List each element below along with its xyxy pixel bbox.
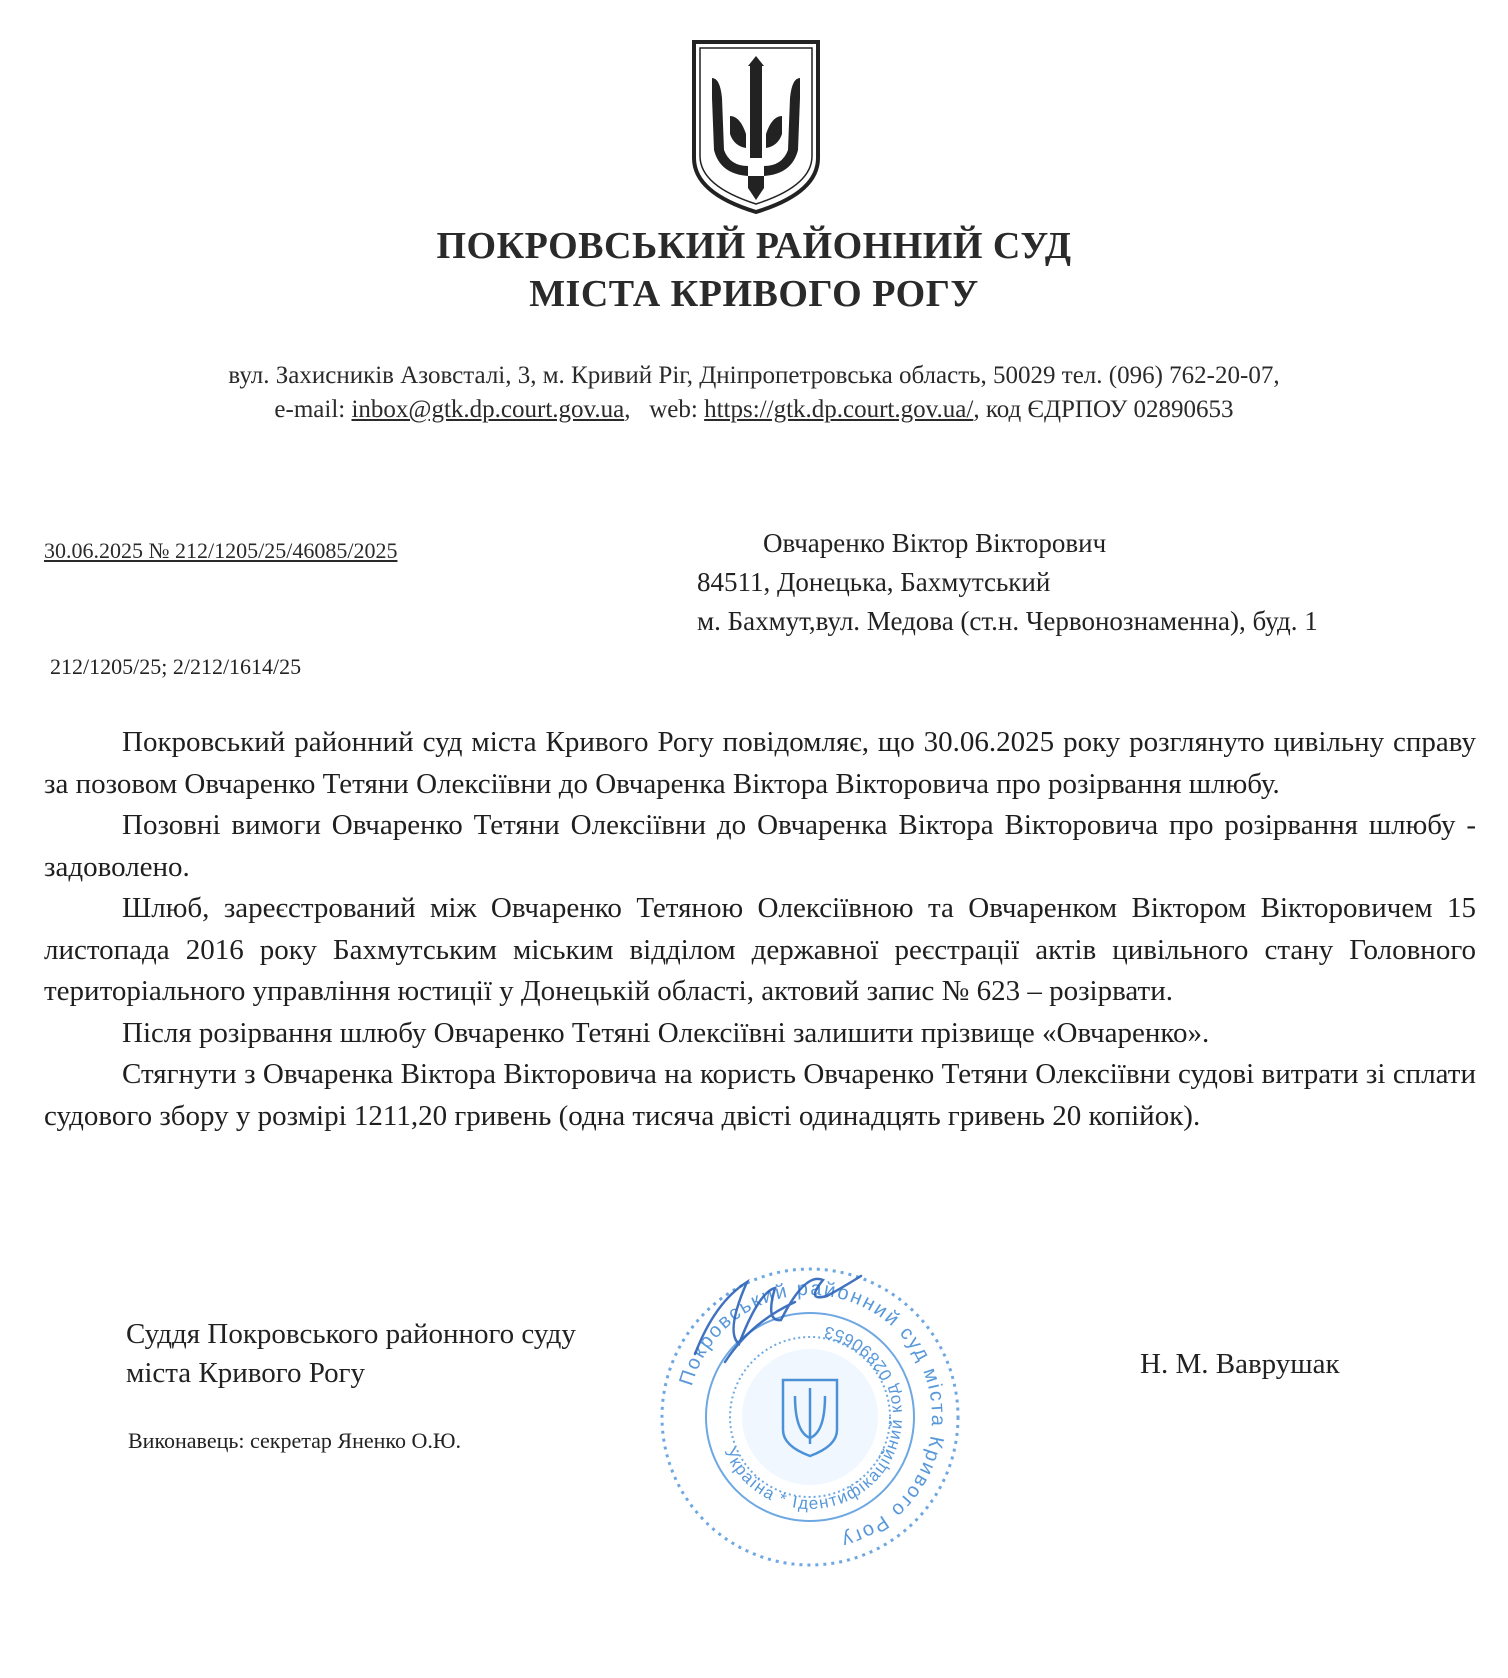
recipient-name: Овчаренко Віктор Вікторович bbox=[763, 528, 1107, 558]
document-reference: 30.06.2025 № 212/1205/25/46085/2025 bbox=[44, 538, 398, 563]
paragraph-2: Позовні вимоги Овчаренко Тетяни Олексіївни до Овчаренка Віктора Вікторовича про розірвання шлюбу - задоволено. bbox=[44, 809, 1476, 883]
paragraph-4: Після розірвання шлюбу Овчаренко Тетяні Олексіївні залишити прізвище «Овчаренко». bbox=[122, 1016, 1210, 1049]
web-link[interactable]: https://gtk.dp.court.gov.ua/ bbox=[704, 396, 974, 423]
notice-body bbox=[44, 722, 1476, 1137]
edrpou-code: , код ЄДРПОУ 02890653 bbox=[973, 396, 1234, 423]
case-numbers: 212/1205/25; 2/212/1614/25 bbox=[50, 654, 302, 679]
executor-line: Виконавець: секретар Яненко О.Ю. bbox=[128, 1428, 461, 1453]
court-name-line1: ПОКРОВСЬКИЙ РАЙОННИЙ СУД bbox=[436, 225, 1072, 267]
court-seal-stamp bbox=[655, 1262, 965, 1572]
email-link[interactable]: inbox@gtk.dp.court.gov.ua bbox=[351, 396, 625, 423]
judge-name: Н. М. Ваврушак bbox=[1140, 1348, 1340, 1380]
paragraph-5: Стягнути з Овчаренка Віктора Вікторовича на користь Овчаренко Тетяни Олексіївни судові витрати зі сплати судового збору у розмірі 1211,20 гривень (одна тисяча двісті одинадцять гривень 20 копійок). bbox=[44, 1058, 1476, 1132]
court-address: вул. Захисників Азовсталі, 3, м. Кривий Ріг, Дніпропетровська область, 50029 тел. (096) 762-20-07, bbox=[228, 362, 1280, 389]
judge-title-line2: міста Кривого Рогу bbox=[126, 1357, 366, 1389]
web-label: web: bbox=[649, 396, 698, 423]
court-contacts: e-mail: inbox@gtk.dp.court.gov.ua, web: https://gtk.dp.court.gov.ua/, код ЄДРПОУ 02890653 bbox=[274, 396, 1234, 423]
stamp-inner-text: Україна * Ідентифікаційний код 02890653 bbox=[720, 1322, 907, 1514]
email-label: e-mail: bbox=[274, 396, 346, 423]
judge-title-line1: Суддя Покровського районного суду bbox=[126, 1318, 576, 1350]
paragraph-3: Шлюб, зареєстрований між Овчаренко Тетяною Олексіївною та Овчаренком Віктором Вікторовичем 15 листопада 2016 року Бахмутським міським відділом державної реєстрації актів цивільного стану Головного територіального управління юстиції у Донецькій області, актовий запис № 623 – розірвати. bbox=[44, 892, 1476, 1007]
paragraph-1: Покровський районний суд міста Кривого Рогу повідомляє, що 30.06.2025 року розглянуто цивільну справу за позовом Овчаренко Тетяни Олексіївни до Овчаренка Віктора Вікторовича про розірвання шлюбу. bbox=[44, 726, 1476, 800]
court-name-line2: МІСТА КРИВОГО РОГУ bbox=[529, 273, 979, 315]
recipient-address-line2: м. Бахмут,вул. Медова (ст.н. Червонознаменна), буд. 1 bbox=[697, 606, 1318, 636]
recipient-address-line1: 84511, Донецька, Бахмутський bbox=[697, 567, 1051, 597]
coat-of-arms-icon bbox=[690, 38, 822, 216]
stamp-outer-text: Покровський районний суд міста Кривого Рогу bbox=[675, 1277, 950, 1552]
